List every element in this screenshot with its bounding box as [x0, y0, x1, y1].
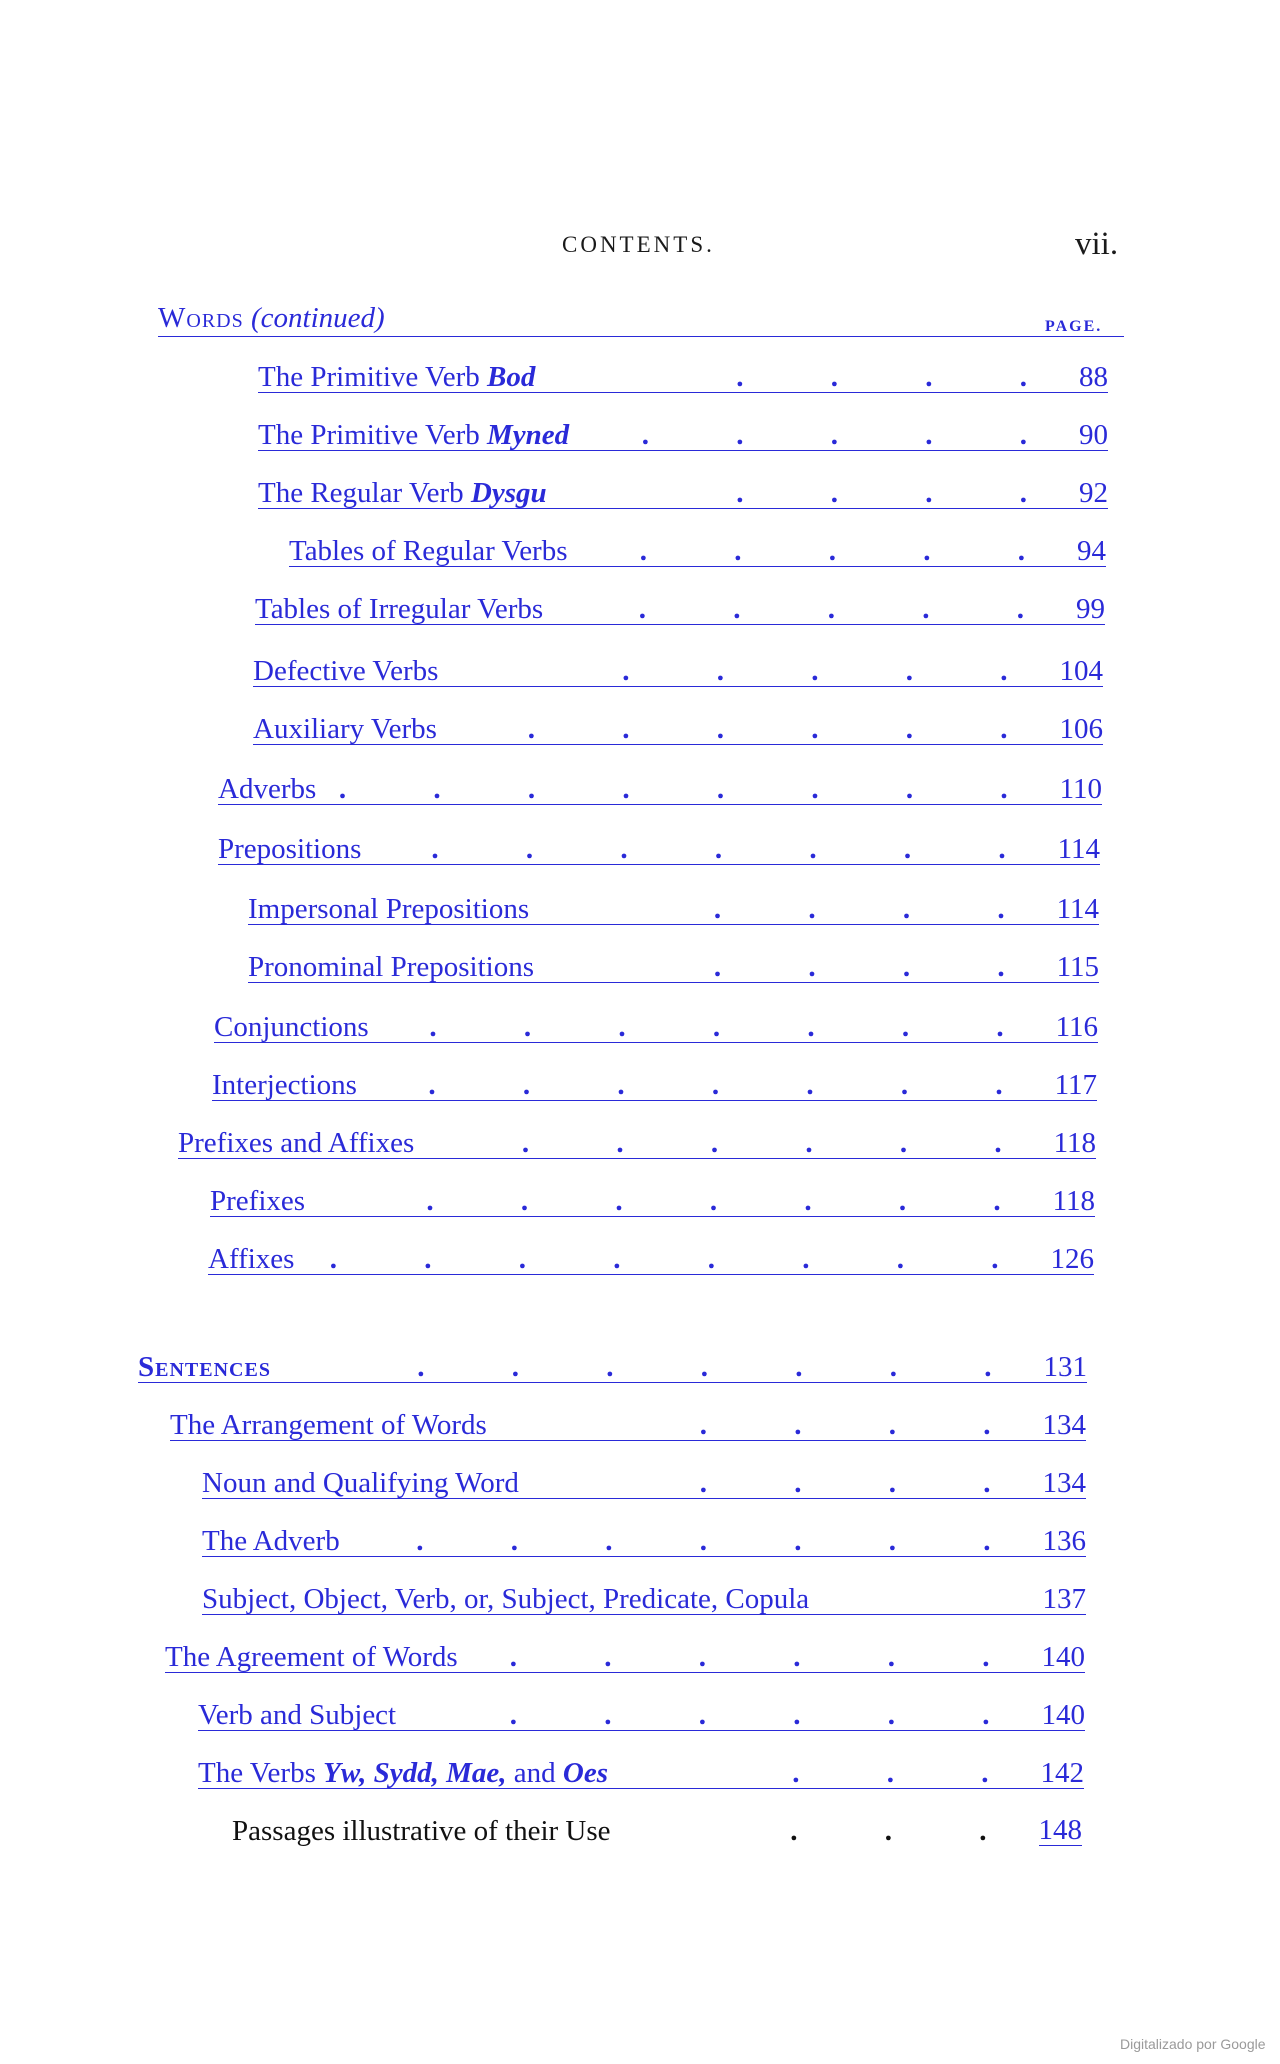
toc-entry-primitive-verb-myned[interactable]	[258, 416, 1108, 451]
dot-leader: . . . . .	[641, 420, 1067, 450]
entry-title: Conjunctions	[214, 1011, 369, 1043]
toc-entry-sentences[interactable]	[138, 1348, 1087, 1383]
section-title: Words	[158, 302, 244, 334]
entry-title: Affixes	[208, 1243, 295, 1275]
entry-title: Prefixes and Affixes	[178, 1127, 415, 1159]
entry-page: 106	[1059, 713, 1103, 745]
toc-entry-subject-object-verb[interactable]	[202, 1580, 1086, 1615]
entry-title: Passages illustrative of their Use	[232, 1815, 611, 1847]
entry-title: Sentences	[138, 1351, 271, 1383]
entry-page: 104	[1059, 655, 1103, 687]
dot-leader: . . . .	[699, 1468, 1031, 1498]
dot-leader: . . .	[792, 1758, 1029, 1788]
entry-title-italic: Myned	[487, 419, 570, 451]
entry-page: 136	[1042, 1525, 1086, 1557]
entry-page: 114	[1057, 833, 1100, 865]
entry-page: 131	[1043, 1351, 1087, 1383]
entry-page: 114	[1056, 893, 1099, 925]
entry-title: Adverbs	[218, 773, 317, 805]
entry-title: The Primitive Verb	[258, 419, 488, 451]
toc-entry-affixes[interactable]	[208, 1240, 1094, 1275]
dot-leader: . . . . . . .	[431, 834, 1046, 864]
entry-page: 116	[1055, 1011, 1098, 1043]
dot-leader: . . . . . . .	[417, 1352, 1032, 1382]
entry-title: Prefixes	[210, 1185, 306, 1217]
running-title: CONTENTS.	[562, 232, 715, 257]
toc-entry-arrangement-of-words[interactable]	[170, 1406, 1086, 1441]
entry-page: 137	[1042, 1583, 1086, 1615]
page-header	[0, 226, 1280, 266]
toc-entry-interjections[interactable]	[212, 1066, 1097, 1101]
footer-credit: Digitalizado por Google	[1120, 2036, 1266, 2052]
toc-entry-agreement-of-words[interactable]	[165, 1638, 1085, 1673]
entry-page: 99	[1076, 593, 1105, 625]
toc-entry-conjunctions[interactable]	[214, 1008, 1098, 1043]
entry-page: 140	[1041, 1641, 1085, 1673]
toc-entry-prefixes[interactable]	[210, 1182, 1095, 1217]
dot-leader: . . . . .	[639, 536, 1065, 566]
dot-leader: . . . . . . . .	[338, 774, 1048, 804]
toc-entry-passages-illustrative[interactable]	[232, 1812, 1082, 1846]
entry-page: 94	[1077, 535, 1106, 567]
dot-leader: . . . . . . . .	[329, 1244, 1039, 1274]
entry-page: 126	[1050, 1243, 1094, 1275]
entry-page: 115	[1056, 951, 1099, 983]
dot-leader: . . . . . . .	[428, 1070, 1043, 1100]
toc-entry-prepositions[interactable]	[218, 830, 1100, 865]
toc-entry-regular-verb-dysgu[interactable]	[258, 474, 1108, 509]
entry-title-italic: Yw, Sydd, Mae,	[323, 1757, 507, 1789]
entry-title: The Primitive Verb	[258, 361, 488, 393]
entry-title: The Regular Verb	[258, 477, 471, 509]
entry-page: 92	[1079, 477, 1108, 509]
section-heading-words[interactable]	[158, 302, 1124, 337]
entry-page: 90	[1079, 419, 1108, 451]
toc-entry-the-adverb[interactable]	[202, 1522, 1086, 1557]
entry-title-italic: Dysgu	[470, 477, 547, 509]
toc-entry-adverbs[interactable]	[218, 770, 1102, 805]
dot-leader: . . . . . . .	[416, 1526, 1031, 1556]
dot-leader: . . . . . . .	[429, 1012, 1044, 1042]
entry-page: 110	[1059, 773, 1102, 805]
entry-title: The Agreement of Words	[165, 1641, 458, 1673]
toc-entry-defective-verbs[interactable]	[253, 652, 1103, 687]
entry-page: 118	[1052, 1185, 1095, 1217]
dot-leader: . . . . . .	[521, 1128, 1042, 1158]
entry-page: 148	[1038, 1814, 1082, 1846]
toc-entry-impersonal-prepositions[interactable]	[248, 890, 1099, 925]
toc-entry-tables-regular-verbs[interactable]	[289, 532, 1106, 567]
entry-title: Noun and Qualifying Word	[202, 1467, 519, 1499]
dot-leader: . . . . . .	[509, 1642, 1030, 1672]
entry-title: Subject, Object, Verb, or, Subject, Predicate, Copula	[202, 1583, 810, 1615]
entry-page: 117	[1054, 1069, 1097, 1101]
page-column-label: PAGE.	[1045, 318, 1103, 335]
entry-page: 134	[1042, 1409, 1086, 1441]
entry-title-join: and	[506, 1757, 563, 1789]
dot-leader: . . . . .	[638, 594, 1064, 624]
entry-title: Interjections	[212, 1069, 357, 1101]
toc-entry-tables-irregular-verbs[interactable]	[255, 590, 1105, 625]
entry-page: 88	[1079, 361, 1108, 393]
entry-page: 118	[1053, 1127, 1096, 1159]
dot-leader: . . . . .	[622, 656, 1048, 686]
entry-title: Tables of Irregular Verbs	[255, 593, 544, 625]
entry-title: The Verbs	[198, 1757, 324, 1789]
dot-leader: . . . . . .	[509, 1700, 1030, 1730]
dot-leader: . . . . . .	[527, 714, 1048, 744]
entry-title-italic-2: Oes	[562, 1757, 608, 1789]
entry-title-italic: Bod	[487, 361, 536, 393]
toc-entry-noun-and-qualifying-word[interactable]	[202, 1464, 1086, 1499]
page-number: vii.	[1075, 226, 1119, 262]
entry-page: 142	[1040, 1757, 1084, 1789]
dot-leader: . . .	[790, 1816, 1027, 1846]
dot-leader: . . . .	[736, 362, 1067, 392]
toc-entry-verb-and-subject[interactable]	[198, 1696, 1085, 1731]
entry-title: The Adverb	[202, 1525, 340, 1557]
dot-leader: . . . . . . .	[426, 1186, 1041, 1216]
entry-title: Pronominal Prepositions	[248, 951, 534, 983]
toc-entry-primitive-verb-bod[interactable]	[258, 358, 1108, 393]
entry-title: Auxiliary Verbs	[253, 713, 437, 745]
entry-title: Tables of Regular Verbs	[289, 535, 568, 567]
toc-entry-auxiliary-verbs[interactable]	[253, 710, 1103, 745]
entry-title: Defective Verbs	[253, 655, 439, 687]
dot-leader: . . . .	[699, 1410, 1031, 1440]
toc-entry-pronominal-prepositions[interactable]	[248, 948, 1099, 983]
entry-page: 134	[1042, 1467, 1086, 1499]
entry-title: The Arrangement of Words	[170, 1409, 487, 1441]
entry-page: 140	[1041, 1699, 1085, 1731]
dot-leader: . . . .	[713, 894, 1045, 924]
toc-entry-prefixes-and-affixes[interactable]	[178, 1124, 1096, 1159]
toc-entry-verbs-yw-sydd-mae-oes[interactable]	[198, 1754, 1084, 1789]
section-continued: (continued)	[250, 302, 385, 334]
entry-title: Verb and Subject	[198, 1699, 397, 1731]
entry-title: Prepositions	[218, 833, 362, 865]
entry-title: Impersonal Prepositions	[248, 893, 530, 925]
dot-leader: . . . .	[713, 952, 1045, 982]
dot-leader: . . . .	[736, 478, 1067, 508]
